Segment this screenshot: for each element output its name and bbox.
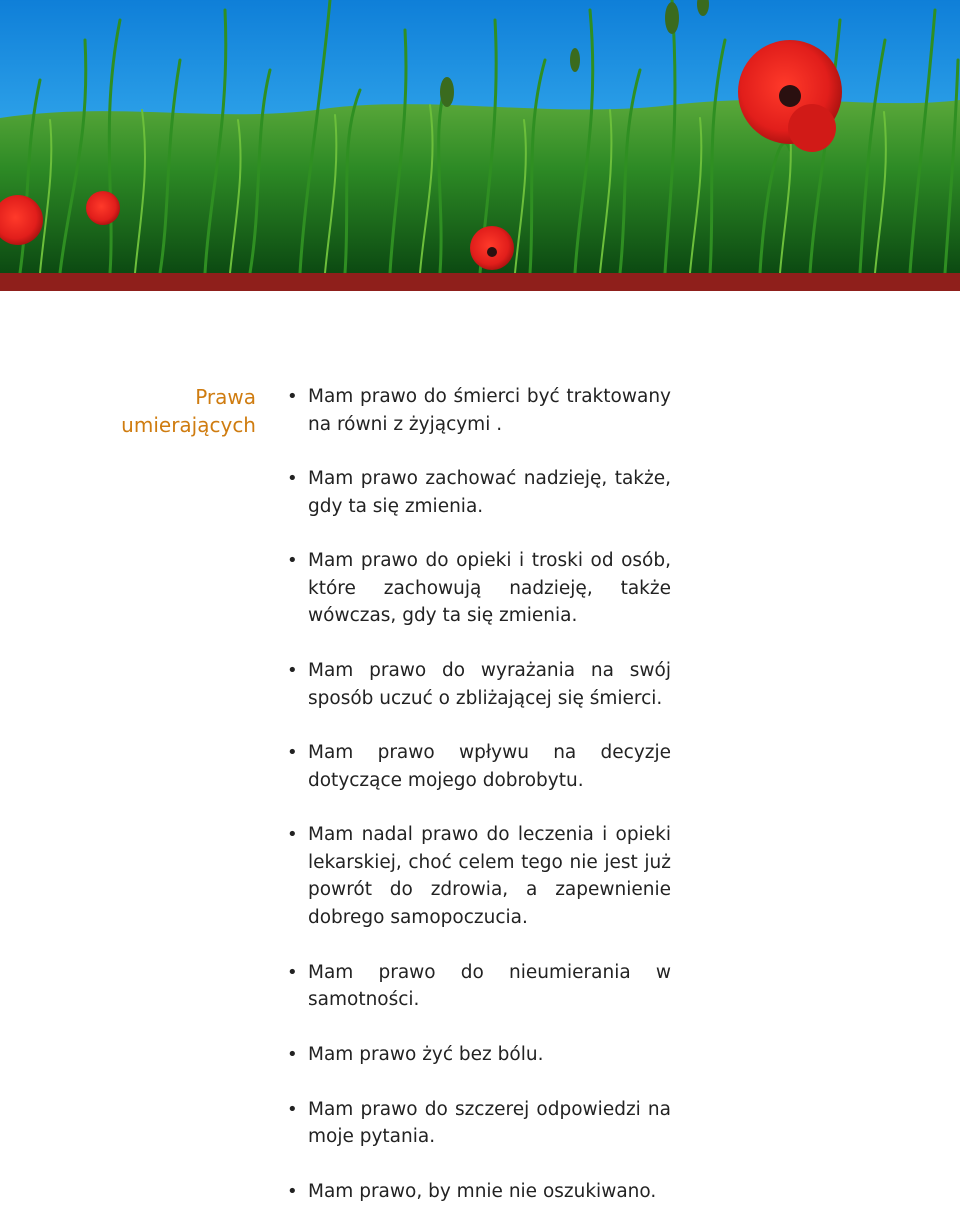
rights-list-item: [287, 739, 671, 794]
rights-item-text: Mam prawo do nieumierania w samotności.: [308, 961, 671, 1011]
bullet-icon: •: [287, 468, 298, 490]
rights-list-item: [287, 383, 671, 438]
rights-list-item: [287, 821, 671, 931]
bullet-icon: •: [287, 660, 298, 682]
bullet-icon: •: [287, 1098, 298, 1120]
section-heading-line-1: Prawa: [195, 385, 256, 409]
rights-list-item: [287, 1041, 671, 1069]
rights-list-item: [287, 1178, 671, 1206]
rights-item-text: Mam prawo do wyrażania na swój sposób uczuć o zbliżającej się śmierci.: [308, 660, 671, 709]
bullet-icon: •: [287, 1180, 298, 1202]
accent-bar: [0, 273, 960, 291]
rights-item-text: Mam prawo do śmierci być traktowany na równi z żyjącymi .: [308, 386, 671, 435]
section-heading: [121, 383, 256, 439]
section-heading-line-2: umierających: [121, 413, 256, 437]
rights-item-text: Mam prawo żyć bez bólu.: [308, 1043, 544, 1065]
bullet-icon: •: [287, 961, 298, 983]
rights-item-text: Mam prawo do szczerej odpowiedzi na moje pytania.: [308, 1098, 671, 1147]
rights-item-text: Mam nadal prawo do leczenia i opieki lekarskiej, choć celem tego nie jest już powrót do zdrowia, a zapewnienie dobrego samopoczucia.: [308, 824, 671, 928]
rights-list-item: [287, 657, 671, 712]
bullet-icon: •: [287, 824, 298, 846]
rights-list-item: [287, 547, 671, 630]
rights-list-item: [287, 1096, 671, 1151]
poppy-field-banner: [0, 0, 960, 273]
bullet-icon: •: [287, 1043, 298, 1065]
bullet-icon: •: [287, 386, 298, 407]
rights-list-item: [287, 465, 671, 520]
bullet-icon: •: [287, 550, 298, 572]
rights-list: [287, 383, 671, 1205]
bullet-icon: •: [287, 742, 298, 764]
rights-item-text: Mam prawo, by mnie nie oszukiwano.: [308, 1180, 657, 1202]
poppy-field-image: [0, 0, 960, 273]
rights-item-text: Mam prawo zachować nadzieję, także, gdy ta się zmienia.: [308, 468, 671, 517]
rights-list-item: [287, 959, 671, 1014]
rights-item-text: Mam prawo wpływu na decyzje dotyczące mojego dobrobytu.: [308, 742, 671, 791]
rights-item-text: Mam prawo do opieki i troski od osób, które zachowują nadzieję, także wówczas, gdy ta się zmienia.: [308, 550, 671, 627]
